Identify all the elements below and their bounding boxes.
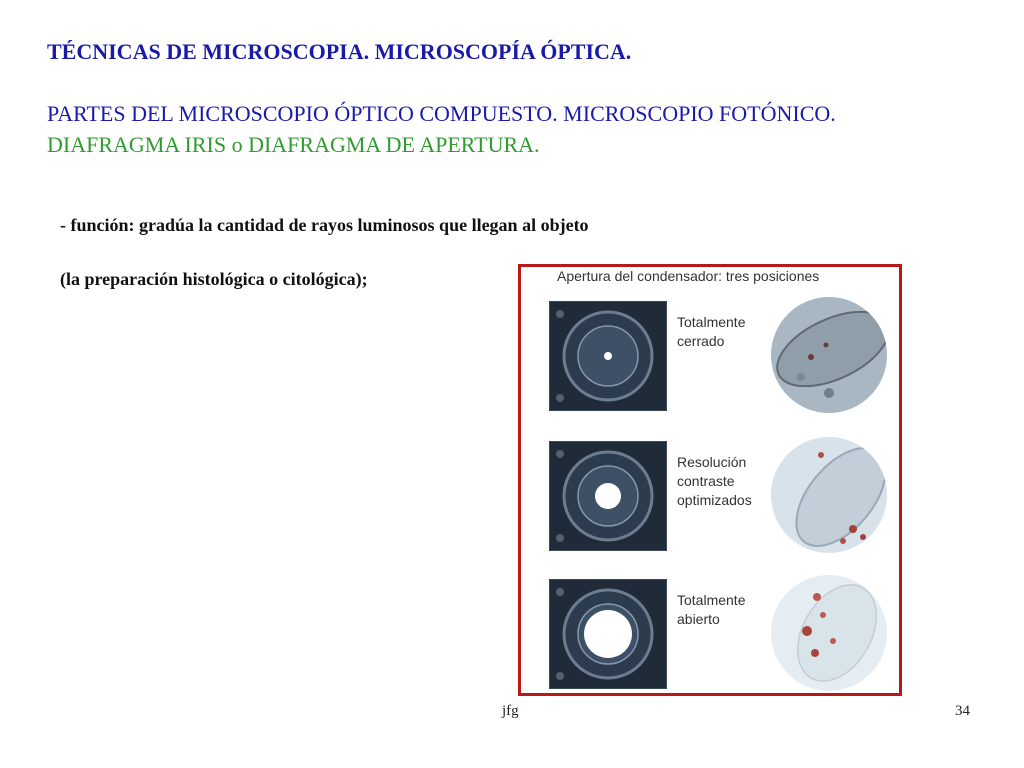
figure-row-open <box>521 571 899 691</box>
footer-author: jfg <box>502 703 519 719</box>
micrograph-open <box>771 575 887 691</box>
condenser-closed-image <box>549 301 667 411</box>
figure-row-optimized <box>521 433 899 553</box>
position-label-closed: Totalmente cerrado <box>677 314 746 349</box>
slide-subtitle <box>47 98 907 160</box>
bullet-preparation: (la preparación histológica o citológica); <box>60 269 368 289</box>
micrograph-optimized <box>771 437 887 553</box>
condenser-optimized-image <box>549 441 667 551</box>
subtitle-highlight: DIAFRAGMA IRIS o DIAFRAGMA DE APERTURA. <box>47 132 540 157</box>
figure-row-closed <box>521 293 899 413</box>
bullet-function: - función: gradúa la cantidad de rayos luminosos que llegan al objeto <box>60 215 589 235</box>
condenser-open-image <box>549 579 667 689</box>
micrograph-closed <box>771 297 887 413</box>
page-number: 34 <box>955 703 970 719</box>
position-label-open: Totalmente abierto <box>677 592 746 627</box>
figure-caption: Apertura del condensador: tres posiciones <box>557 268 820 284</box>
position-label-optimized: Resolución contraste optimizados <box>677 454 752 508</box>
subtitle-main: PARTES DEL MICROSCOPIO ÓPTICO COMPUESTO. MICROSCOPIO FOTÓNICO. <box>47 101 836 126</box>
condenser-aperture-figure <box>518 264 902 696</box>
slide-title: TÉCNICAS DE MICROSCOPIA. MICROSCOPÍA ÓPTICA. <box>47 39 632 64</box>
